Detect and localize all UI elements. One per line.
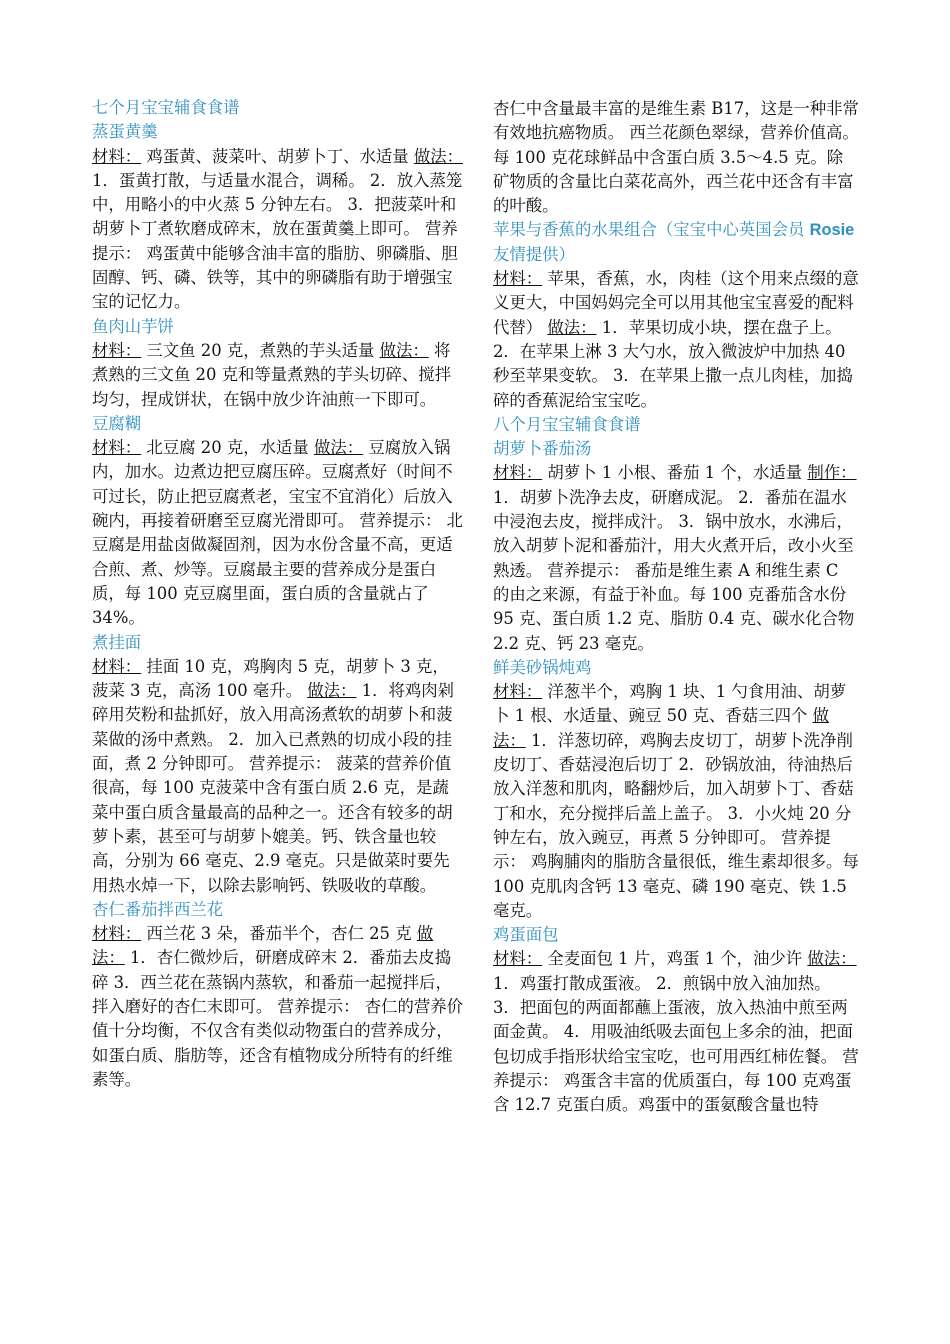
materials-label: 材料： xyxy=(493,682,543,702)
heading-part-b: 友情提供） xyxy=(493,244,575,264)
method-label: 做法： xyxy=(92,924,434,968)
method-text: 1．将鸡肉剁碎用芡粉和盐抓好，放入用高汤煮软的胡萝卜和菠菜做的汤中煮熟。 2．加入已煮熟的切成小段的挂面，煮 2 分钟即可。 营养提示： 菠菜的营养价值很高，每 100 克菠菜中含有蛋白质 2.6 克，是蔬菜中蛋白质含量最高的品种之一。还含有较多的胡萝卜素，甚至可与胡萝卜媲美。钙、铁含量也较高，分别为 66 毫克、2.9 毫克。只是做菜时要先用热水焯一下，以除去影响钙、铁吸收的草酸。 xyxy=(92,681,455,895)
materials-label: 材料： xyxy=(493,463,543,483)
materials-text: 洋葱半个，鸡胸 1 块、1 勺食用油、胡萝卜 1 根、水适量、豌豆 50 克、香菇三四个 xyxy=(493,682,847,726)
method-text: 1．蛋黄打散，与适量水混合，调稀。 2．放入蒸笼中，用略小的中火蒸 5 分钟左右。 3．把菠菜叶和胡萝卜丁煮软磨成碎末，放在蛋黄羹上即可。 营养提示： 鸡蛋黄中能够含油丰富的脂肪、卵磷脂、胆固醇、钙、磷、铁等，其中的卵磷脂有助于增强宝宝的记忆力。 xyxy=(92,170,463,312)
materials-text: 胡萝卜 1 小根、番茄 1 个，水适量 xyxy=(542,463,808,483)
method-text: 1．苹果切成小块，摆在盘子上。 2．在苹果上淋 3 大勺水，放入微波炉中加热 40 秒至苹果变软。 3．在苹果上撒一点儿肉桂，加捣碎的香蕉泥给宝宝吃。 xyxy=(493,317,853,410)
materials-text: 鸡蛋黄、菠菜叶、胡萝卜丁、水适量 xyxy=(141,146,414,166)
recipe-body-egg-bread xyxy=(493,947,859,1117)
recipe-body-apple-banana xyxy=(493,267,859,413)
method-label: 做法： xyxy=(807,949,857,969)
method-text: 1．洋葱切碎，鸡胸去皮切丁，胡萝卜洗净削皮切丁、香菇浸泡后切丁 2．砂锅放油，待油热后放入洋葱和肌肉，略翻炒后，加入胡萝卜丁、香菇丁和水，充分搅拌后盖上盖子。 3．小火炖 20 分钟左右，放入豌豆，再煮 5 分钟即可。 营养提示： 鸡胸脯肉的脂肪含量很低，维生素却很多。每 100 克肌肉含钙 13 毫克、磷 190 毫克、铁 1.5 毫克。 xyxy=(493,730,859,920)
materials-label: 材料： xyxy=(493,949,543,969)
materials-text: 全麦面包 1 片，鸡蛋 1 个，油少许 xyxy=(542,949,808,969)
continued-text: 杏仁中含量最丰富的是维生素 B17，这是一种非常有效地抗癌物质。 西兰花颜色翠绿，营养价值高。每 100 克花球鲜品中含蛋白质 3.5～4.5 克。除矿物质的含量比白菜花高外，西兰花中还含有丰富的叶酸。 xyxy=(493,99,859,216)
recipe-heading-claypot-chicken: 鲜美砂锅炖鸡 xyxy=(493,657,592,677)
recipe-body-boiled-noodles xyxy=(92,655,464,898)
heading-rosie: Rosie xyxy=(809,221,855,240)
section-title-7-months: 七个月宝宝辅食食谱 xyxy=(92,98,240,117)
materials-label: 材料： xyxy=(493,269,543,289)
heading-part-a: 苹果与香蕉的水果组合（宝宝中心英国会员 xyxy=(493,220,810,240)
method-text: 1．鸡蛋打散成蛋液。 2．煎锅中放入油加热。 3．把面包的两面都蘸上蛋液，放入热油中煎至两面金黄。 4．用吸油纸吸去面包上多余的油，把面包切成手指形状给宝宝吃，也可用西红柿佐餐。 营养提示： 鸡蛋含丰富的优质蛋白，每 100 克鸡蛋含 12.7 克蛋白质。鸡蛋中的蛋氨酸含量也特 xyxy=(493,973,859,1115)
materials-label: 材料： xyxy=(92,924,142,944)
method-label: 做法： xyxy=(493,706,829,750)
method-text: 豆腐放入锅内，加水。边煮边把豆腐压碎。豆腐煮好（时间不可过长，防止把豆腐煮老，宝宝不宜消化）后放入碗内，再接着研磨至豆腐光滑即可。 营养提示： 北豆腐是用盐卤做凝固剂，因为水份含量不高，更适合煎、煮、炒等。豆腐最主要的营养成分是蛋白质，每 100 克豆腐里面，蛋白质的含量就占了 34%。 xyxy=(92,438,464,628)
method-label: 制作： xyxy=(807,463,857,483)
method-label: 做法： xyxy=(547,317,597,337)
method-text: 1．杏仁微炒后，研磨成碎末 2．番茄去皮捣碎 3．西兰花在蒸锅内蒸软，和番茄一起搅拌后，拌入磨好的杏仁末即可。 营养提示： 杏仁的营养价值十分均衡，不仅含有类似动物蛋白的营养成分，如蛋白质、脂肪等，还含有植物成分所特有的纤维素等。 xyxy=(92,948,464,1089)
recipe-heading-tofu-paste: 豆腐糊 xyxy=(92,413,142,433)
method-label: 做法： xyxy=(413,146,464,166)
recipe-heading-egg-bread: 鸡蛋面包 xyxy=(493,925,559,945)
left-column xyxy=(92,96,464,1092)
materials-label: 材料： xyxy=(92,438,142,458)
recipe-body-fish-taro-cake xyxy=(92,339,464,412)
materials-label: 材料： xyxy=(92,146,142,166)
right-column xyxy=(493,97,859,1117)
recipe-body-almond-broccoli xyxy=(92,922,464,1092)
recipe-heading-boiled-noodles: 煮挂面 xyxy=(92,632,142,652)
materials-text: 三文鱼 20 克，煮熟的芋头适量 xyxy=(141,340,380,360)
recipe-body-tofu-paste xyxy=(92,436,464,630)
recipe-heading-steamed-yolk: 蒸蛋黄羹 xyxy=(92,122,158,142)
materials-text: 北豆腐 20 克，水适量 xyxy=(141,438,314,458)
recipe-heading-carrot-tomato-soup: 胡萝卜番茄汤 xyxy=(493,439,592,459)
section-title-8-months: 八个月宝宝辅食食谱 xyxy=(493,414,641,434)
materials-label: 材料： xyxy=(92,656,142,676)
materials-text: 挂面 10 克，鸡胸肉 5 克，胡萝卜 3 克，菠菜 3 克，高汤 100 毫升。 xyxy=(92,656,449,701)
method-label: 做法： xyxy=(314,438,364,458)
recipe-heading-apple-banana xyxy=(493,218,859,267)
recipe-body-carrot-tomato-soup xyxy=(493,461,859,655)
materials-label: 材料： xyxy=(92,340,142,360)
recipe-heading-fish-taro-cake: 鱼肉山芋饼 xyxy=(92,316,174,336)
recipe-heading-almond-broccoli: 杏仁番茄拌西兰花 xyxy=(92,899,224,919)
method-text: 将煮熟的三文鱼 20 克和等量煮熟的芋头切碎、搅拌均匀，捏成饼状，在锅中放少许油煎一下即可。 xyxy=(92,340,452,409)
method-text: 1．胡萝卜洗净去皮，研磨成泥。 2．番茄在温水中浸泡去皮，搅拌成汁。 3．锅中放水，水沸后，放入胡萝卜泥和番茄汁，用大火煮开后，改小火至熟透。 营养提示： 番茄是维生素 A 和维生素 C 的由之来源，有益于补血。每 100 克番茄含水份 95 克、蛋白质 1.2 克、脂肪 0.4 克、碳水化合物 2.2 克、钙 23 毫克。 xyxy=(493,487,855,653)
method-label: 做法： xyxy=(307,681,357,701)
method-label: 做法： xyxy=(379,340,429,360)
materials-text: 西兰花 3 朵，番茄半个，杏仁 25 克 xyxy=(141,924,417,944)
materials-text: 苹果，香蕉，水，肉桂（这个用来点缀的意义更大，中国妈妈完全可以用其他宝宝喜爱的配料代替） xyxy=(493,269,859,337)
recipe-body-claypot-chicken xyxy=(493,680,859,923)
recipe-body-steamed-yolk xyxy=(92,145,464,315)
